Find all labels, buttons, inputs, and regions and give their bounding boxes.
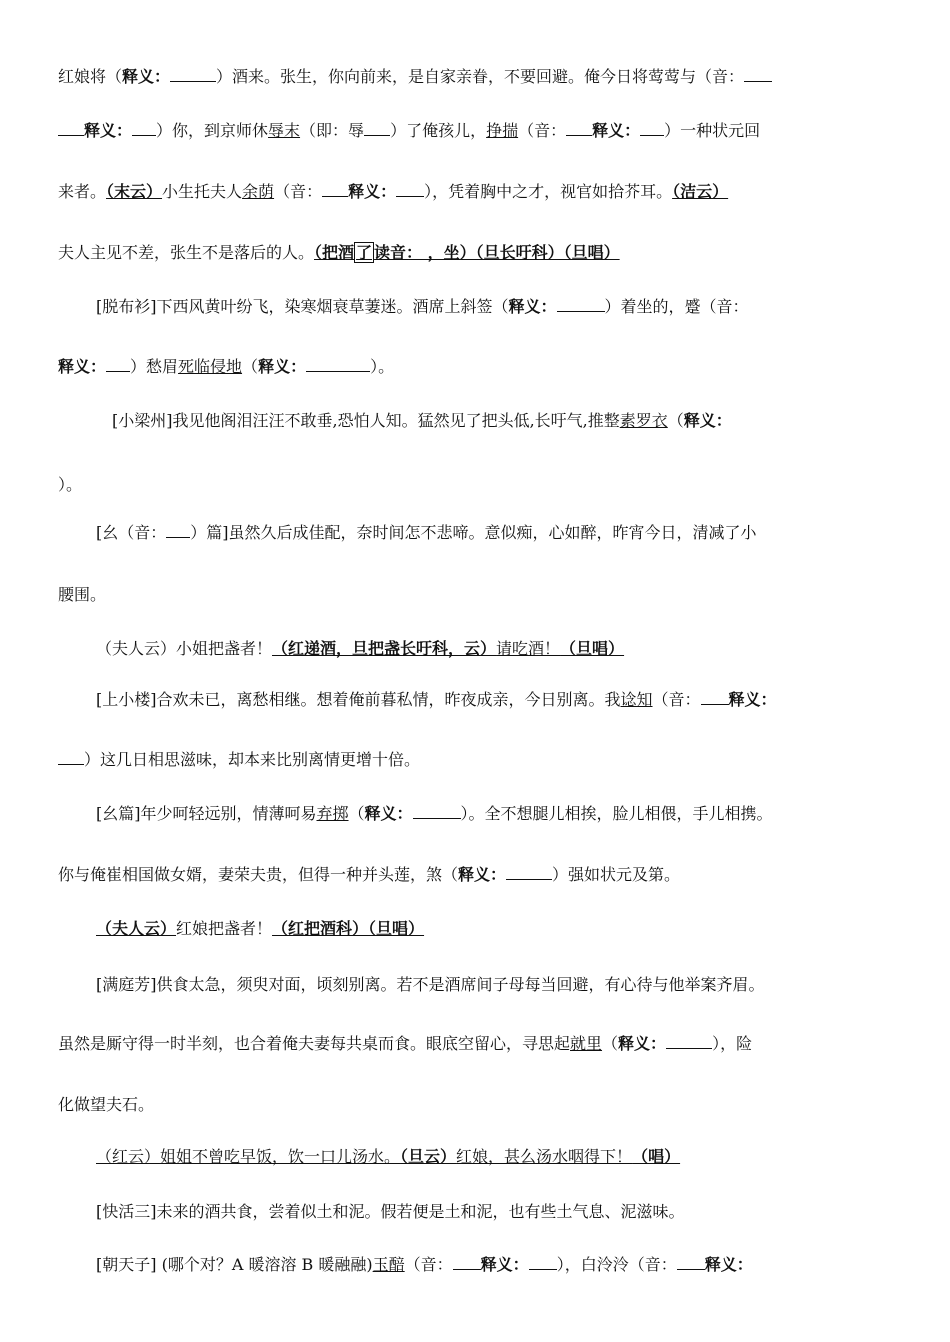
underlined-text: 辱末 <box>268 121 301 140</box>
text-span: （音： <box>404 1255 453 1274</box>
answer-blank <box>677 1255 705 1270</box>
bold-annotation: 释义： <box>704 1255 753 1274</box>
text-span: ）篇]虽然久后成佳配，奈时间怎不悲啼。意似痴，心如醉，昨宵今日，清减了小 <box>190 523 757 542</box>
text-span: ）酒来。张生，你向前来，是自家亲眷，不要回避。俺今日将莺莺与（音： <box>216 67 745 86</box>
bold-annotation: 释义： <box>122 67 171 86</box>
text-span: （ <box>602 1034 619 1053</box>
bold-annotation: 释义： <box>480 1255 529 1274</box>
text-span: （即：辱 <box>300 121 365 140</box>
bold-annotation: 读音： ，坐）（旦长吁科）（旦唱） <box>374 243 620 262</box>
bold-annotation: 释义： <box>258 357 307 376</box>
underlined-text: 挣揣 <box>486 121 519 140</box>
text-line <box>58 864 950 886</box>
text-span: ）。全不想腿儿相挨，脸儿相偎，手儿相携。 <box>460 804 773 823</box>
underlined-text: 弃掷 <box>316 804 349 823</box>
text-span: ），白泠泠（音： <box>556 1255 677 1274</box>
text-span: ）了俺孩儿， <box>390 121 487 140</box>
text-line <box>96 689 950 711</box>
answer-blank <box>106 357 130 372</box>
text-line <box>96 638 950 660</box>
answer-blank <box>506 865 552 880</box>
text-line <box>58 1033 950 1055</box>
text-span: [幺（音： <box>96 523 167 542</box>
answer-blank <box>744 67 772 82</box>
text-span: [快活三]未来的酒共食，尝着似土和泥。假若便是土和泥，也有些土气息、泥滋味。 <box>96 1202 685 1221</box>
answer-blank <box>557 297 605 312</box>
bold-annotation: 释义： <box>348 182 397 201</box>
underlined-text: 请吃酒！ <box>496 639 561 658</box>
text-span: 红娘将（ <box>58 67 123 86</box>
text-span: 化做望夫石。 <box>58 1095 155 1114</box>
text-line <box>58 584 950 606</box>
text-span: [脱布衫]下西风黄叶纷飞，染寒烟衰草萋迷。酒席上斜签（ <box>96 297 509 316</box>
underlined-text: 素罗衣 <box>619 411 668 430</box>
text-span: 小生托夫人 <box>162 182 243 201</box>
text-span: （音： <box>518 121 567 140</box>
bold-annotation: （红把酒科）（旦唱） <box>272 919 425 938</box>
answer-blank <box>170 67 216 82</box>
text-span: （ <box>242 357 259 376</box>
text-span: 红娘把盏者！ <box>176 919 273 938</box>
answer-blank <box>566 121 592 136</box>
text-span: 虽然是厮守得一时半刻，也合着俺夫妻每共桌而食。眼底空留心，寻思起 <box>58 1034 571 1053</box>
text-line <box>58 356 950 378</box>
bold-annotation: 释义： <box>728 690 777 709</box>
text-line <box>58 120 950 142</box>
text-line <box>96 1201 950 1223</box>
text-line <box>58 181 950 203</box>
text-span: ）着坐的，蹙（音： <box>604 297 749 316</box>
text-line <box>96 803 950 825</box>
text-span: ）强如状元及第。 <box>552 865 681 884</box>
text-line <box>96 974 950 996</box>
answer-blank <box>132 121 156 136</box>
text-span: （ <box>348 804 365 823</box>
text-span: [朝天子] (哪个对？A 暖溶溶 B 暖融融) <box>96 1255 373 1274</box>
text-span: （音： <box>652 690 701 709</box>
bold-annotation: 释义： <box>84 121 133 140</box>
bold-annotation: （旦唱） <box>560 639 625 658</box>
bold-annotation: 释义： <box>58 357 107 376</box>
text-line <box>96 522 950 544</box>
bold-annotation: （末云） <box>106 182 163 201</box>
answer-blank <box>666 1034 712 1049</box>
text-span: [小梁州]我见他阁泪汪汪不敢垂,恐怕人知。猛然见了把头低,长吁气,推整 <box>112 411 620 430</box>
underlined-text: 就里 <box>570 1034 603 1053</box>
underlined-text: （红云） <box>96 1147 161 1166</box>
bold-annotation: （红递酒，旦把盏长吁科，云） <box>272 639 497 658</box>
text-span: （夫人云）小姐把盏者！ <box>96 639 273 658</box>
underlined-text: 红娘，甚么汤水咽得下！ <box>456 1147 633 1166</box>
underlined-text: 玉醅 <box>372 1255 405 1274</box>
text-span: （音： <box>274 182 323 201</box>
answer-blank <box>322 182 348 197</box>
bold-annotation: 释义： <box>508 297 557 316</box>
text-span: ）你，到京师休 <box>156 121 269 140</box>
bold-annotation: （夫人云） <box>96 919 177 938</box>
answer-blank <box>58 750 84 765</box>
bold-annotation: （洁云） <box>672 182 729 201</box>
underlined-text: 死临侵地 <box>178 357 243 376</box>
text-line <box>58 66 950 88</box>
text-line <box>58 242 950 264</box>
bold-annotation: （唱） <box>632 1147 681 1166</box>
text-span: 你与俺崔相国做女婿，妻荣夫贵，但得一种并头莲，煞（ <box>58 865 459 884</box>
underlined-text: 姐姐不曾吃早饭，饮一口儿汤水。 <box>160 1147 401 1166</box>
underlined-text: 谂知 <box>620 690 653 709</box>
text-span: 夫人主见不差，张生不是落后的人。 <box>58 243 315 262</box>
text-span: ）。 <box>370 357 395 376</box>
text-span: （ <box>667 411 684 430</box>
text-span: 来者。 <box>58 182 107 201</box>
text-span: 腰围。 <box>58 585 107 604</box>
answer-blank <box>453 1255 481 1270</box>
underlined-text: 余荫 <box>242 182 275 201</box>
text-span: ）这几日相思滋味，却本来比别离情更增十倍。 <box>84 750 421 769</box>
text-line <box>58 474 950 496</box>
bold-annotation: 释义： <box>618 1034 667 1053</box>
text-span: ），险 <box>712 1034 753 1053</box>
text-line <box>96 296 950 318</box>
text-line <box>96 918 950 940</box>
text-line <box>96 1254 950 1276</box>
text-line <box>58 749 950 771</box>
text-line <box>96 1146 950 1168</box>
text-span: [满庭芳]供食太急，须臾对面，顷刻别离。若不是酒席间子母每当回避，有心待与他举案齐眉。 <box>96 975 765 994</box>
text-span: ）愁眉 <box>130 357 179 376</box>
bold-annotation: （旦云） <box>400 1147 457 1166</box>
answer-blank <box>396 182 424 197</box>
text-span: [上小楼]合欢未已，离愁相继。想着俺前暮私情，昨夜成亲，今日别离。我 <box>96 690 621 709</box>
answer-blank <box>413 804 461 819</box>
text-line <box>58 1094 950 1116</box>
answer-blank <box>364 121 390 136</box>
bold-annotation: 了 <box>356 243 373 262</box>
answer-blank <box>701 690 729 705</box>
text-span: ），凭着胸中之才，视官如拾芥耳。 <box>424 182 673 201</box>
bold-annotation: 释义： <box>683 411 732 430</box>
bold-annotation: 释义： <box>592 121 641 140</box>
answer-blank <box>640 121 664 136</box>
text-span: ）。 <box>58 475 83 494</box>
answer-blank <box>166 523 190 538</box>
text-line <box>112 410 950 432</box>
text-span: [幺篇]年少呵轻远别，情薄呵易 <box>96 804 317 823</box>
bold-annotation: （把酒 <box>314 243 355 262</box>
bold-annotation: 释义： <box>364 804 413 823</box>
text-span: ）一种状元回 <box>664 121 761 140</box>
bold-annotation: 释义： <box>458 865 507 884</box>
answer-blank <box>306 357 370 372</box>
answer-blank <box>529 1255 557 1270</box>
answer-blank <box>58 121 84 136</box>
